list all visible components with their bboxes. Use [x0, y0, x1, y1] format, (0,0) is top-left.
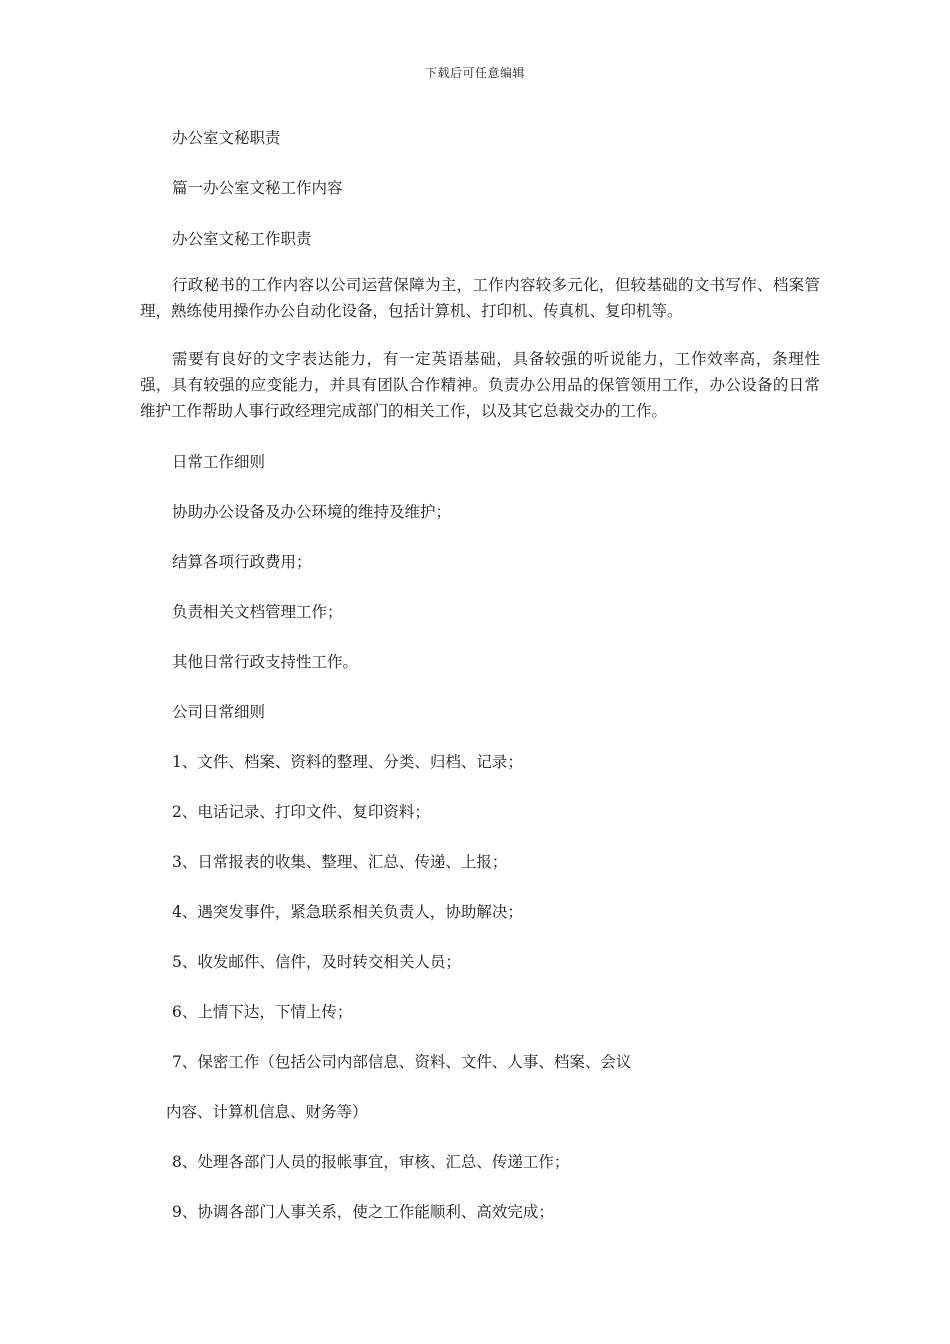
list-item: 其他日常行政支持性工作。 — [172, 653, 359, 671]
list-item: 协助办公设备及办公环境的维持及维护； — [172, 503, 452, 521]
list-item: 2、电话记录、打印文件、复印资料； — [172, 803, 430, 821]
company-heading: 公司日常细则 — [172, 703, 266, 721]
list-item: 3、日常报表的收集、整理、汇总、传递、上报； — [172, 853, 508, 871]
list-item: 4、遇突发事件，紧急联系相关负责人，协助解决； — [172, 903, 523, 921]
section-subtitle: 办公室文秘工作职责 — [172, 230, 312, 248]
page-header-note: 下载后可任意编辑 — [424, 66, 525, 80]
list-item: 1、文件、档案、资料的整理、分类、归档、记录； — [172, 753, 523, 771]
paragraph-1: 行政秘书的工作内容以公司运营保障为主，工作内容较多元化，但较基础的文书写作、档案管理，熟练使用操作办公自动化设备，包括计算机、打印机、传真机、复印机等。 — [140, 276, 820, 320]
list-item: 7、保密工作（包括公司内部信息、资料、文件、人事、档案、会议 — [172, 1053, 632, 1071]
paragraph-2: 需要有良好的文字表达能力，有一定英语基础，具备较强的听说能力，工作效率高，条理性强，具有较强的应变能力，并具有团队合作精神。负责办公用品的保管领用工作，办公设备的日常维护工作帮助人事行政经理完成部门的相关工作，以及其它总裁交办的工作。 — [140, 350, 820, 420]
section-title: 篇一办公室文秘工作内容 — [172, 179, 343, 197]
list-item: 8、处理各部门人员的报帐事宜，审核、汇总、传递工作； — [172, 1153, 570, 1171]
daily-heading: 日常工作细则 — [172, 453, 266, 471]
list-item: 9、协调各部门人事关系，使之工作能顺利、高效完成； — [172, 1203, 554, 1221]
list-item: 6、上情下达，下情上传； — [172, 1003, 353, 1021]
list-item: 结算各项行政费用； — [172, 553, 312, 571]
list-item: 负责相关文档管理工作； — [172, 603, 343, 621]
list-item-continuation: 内容、计算机信息、财务等） — [166, 1103, 368, 1121]
document-title: 办公室文秘职责 — [172, 129, 281, 147]
list-item: 5、收发邮件、信件，及时转交相关人员； — [172, 953, 461, 971]
